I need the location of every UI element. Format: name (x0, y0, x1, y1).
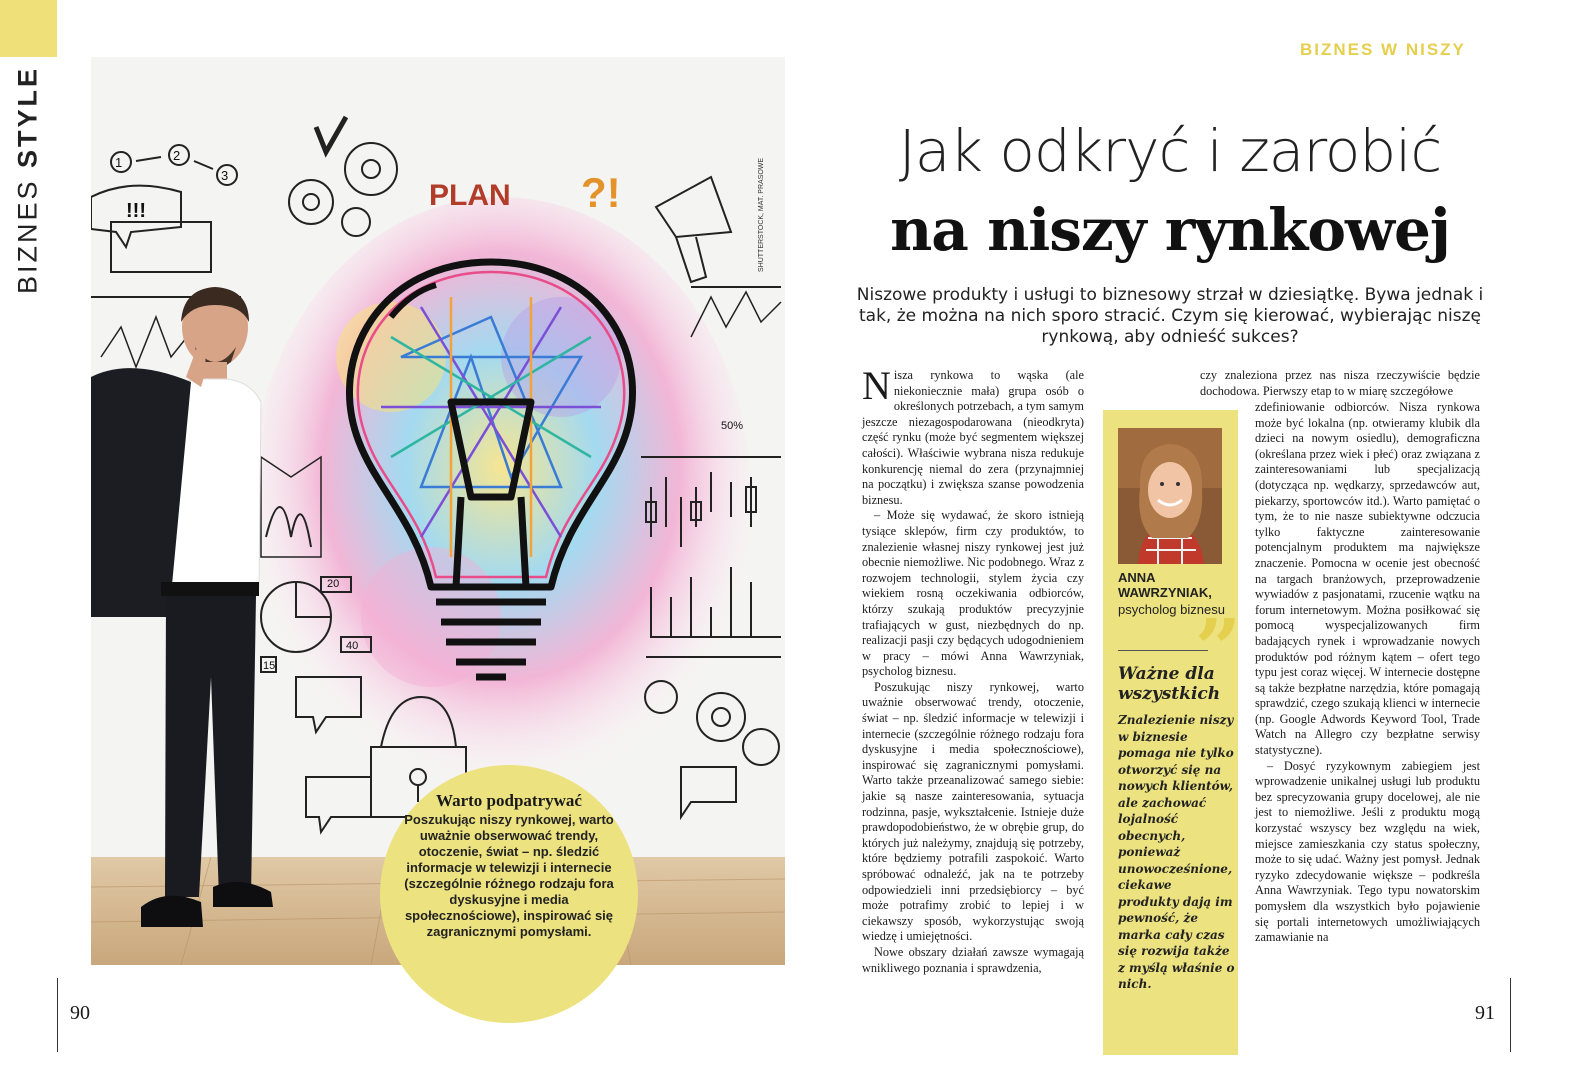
paragraph: Poszukując niszy rynkowej, warto uważnie obserwować trendy, otoczenie, świat – np. śledzić informacje w telewizji i internecie (szczególnie różnego rodzaju fora dyskusyjne i media społecznościowe), inspirować się zagranicznymi pomysłami. Warto także przeanalizować samego siebie: jakie są nasze zainteresowania, sytuacja rodzinna, pasje, wykształcenie. Istnieje duże prawdopodobieństwo, że w obrębie grup, do których już należymy, znajdują się potrzeby, które będziemy potrafili zaspokoić. Warto spróbować odnaleźć, jak na te potrzeby odpowiedzieli inni przedsiębiorcy – być może potrafimy zrobić to lepiej i w ciekawszy sposób, wykorzystując swoją wiedzę i umiejętności. (862, 679, 1084, 944)
quote-body: Znalezienie niszy w biznesie pomaga nie tylko otworzyć się na nowych klientów, ale zachować lojalność obecnych, ponieważ unowocześnione, ciekawe produkty dają im pewność, że marka cały czas się rozwija także z myślą właśnie o nich. (1118, 713, 1235, 991)
section-label: BIZNES W NISZY (1300, 40, 1466, 59)
svg-text:15: 15 (263, 660, 276, 672)
page-number-left: 90 (70, 1002, 90, 1024)
drop-cap: N (862, 363, 891, 408)
paragraph: Nowe obszary działań zawsze wymagają wnikliwego poznania i sprawdzenia, (862, 944, 1084, 975)
paragraph: – Dosyć ryzykownym zabiegiem jest wprowadzenie unikalnej usługi lub produktu bez sprecyzowania grupy docelowej, ale nie jest to niemożliwe. Jeśli z produktu mogą korzystać wszyscy bez względu na wiek, miejsce zamieszkania czy status społeczny, może to się udać. Ważny jest pomysł. Jednak ryzyko zdecydowanie większe – podkreśla Anna Wawrzyniak. Tego typu nowatorskim pomysłem dla wszystkich było pojawienie się portali internetowych umożliwiających zamawianie na (1255, 758, 1480, 945)
quote-title: Ważne dla wszystkich (1118, 664, 1221, 704)
svg-text:40: 40 (346, 640, 359, 652)
article-column-2 (1255, 400, 1480, 946)
svg-text:50%: 50% (721, 420, 744, 432)
paragraph: czy znaleziona przez nas nisza rzeczywiście będzie dochodowa. Pierwszy etap to w miarę szczegółowe (1200, 368, 1480, 398)
svg-text:3: 3 (221, 168, 229, 183)
expert-name: ANNA WAWRZYNIAK, (1118, 570, 1212, 600)
tip-circle-box (380, 765, 638, 1023)
tip-body: Poszukując niszy rynkowej, warto uważnie obserwować trendy, otoczenie, świat – np. śledzić informacje w telewizji i internecie (szczególnie różnego rodzaju fora dyskusyjne i media społecznościowe), inspirować się zagranicznymi pomysłami. (404, 812, 614, 939)
svg-text:!!!: !!! (126, 200, 146, 222)
page-rule-right (1510, 978, 1511, 1052)
svg-text:20: 20 (327, 578, 340, 590)
svg-text:PLAN: PLAN (429, 179, 511, 212)
magazine-title: BIZNES STYLE (12, 65, 43, 295)
paragraph: Nisza rynkowa to wąska (ale niekoniecznie mała) grupa osób o określonych potrzebach, a tym samym jeszcze niezagospodarowana (nieodkryta) część rynku (może być segmentem większej całości). Właściwie wybrana nisza redukuje konkurencję niemal do zera (przynajmniej na początku) i zwiększa szanse powodzenia biznesu. (862, 363, 1084, 507)
lede: Niszowe produkty i usługi to biznesowy strzał w dziesiątkę. Bywa jednak i tak, że można na nich sporo stracić. Czym się kierować, wybierając niszę rynkową, aby odnieść sukces? (856, 285, 1484, 347)
expert-portrait (1118, 428, 1222, 564)
expert-role: psycholog biznesu (1118, 602, 1225, 617)
corner-accent-block (0, 0, 57, 57)
svg-text:SHUTTERSTOCK, MAT. PRASOWE: SHUTTERSTOCK, MAT. PRASOWE (758, 157, 765, 272)
quote-mark-icon: ” (1195, 601, 1242, 695)
paragraph: – Może się wydawać, że skoro istnieją tysiące sklepów, firm czy produktów, to znalezienie własnej niszy rynkowej jest już obecnie niemożliwe. Nic podobnego. Wraz z rozwojem technologii, stylem życia czy wiekiem rosną oczekiwania odbiorców, którzy szukają produktów precyzyjnie trafiających w gust, niezbędnych do np. realizacji pasji czy będących udogodnieniem w pracy – mówi Anna Wawrzyniak, psycholog biznesu. (862, 508, 1084, 679)
article-column-1 (862, 363, 1084, 976)
headline-line-2: na niszy rynkowej (890, 196, 1450, 264)
tip-title: Warto podpatrywać (436, 791, 582, 810)
svg-text:?!: ?! (581, 169, 621, 216)
svg-text:1: 1 (115, 155, 123, 170)
article-column-2-top (1200, 368, 1480, 399)
page-number-right: 91 (1475, 1002, 1495, 1024)
page-rule-left (57, 978, 58, 1052)
svg-text:2: 2 (173, 148, 181, 163)
headline-line-1: Jak odkryć i zarobić (898, 117, 1442, 185)
paragraph: zdefiniowanie odbiorców. Nisza rynkowa może być lokalna (np. otwieramy klubik dla dzieci na nowym osiedlu), demograficzna (określana przez wiek i płeć) oraz związana z zainteresowaniami lub specjalizacją (dotycząca np. wędkarzy, sprzedawców aut, piekarzy, sportowców itd.). Warto pamiętać o tym, że to nie nasze subiektywne odczucia tylko faktyczne zainteresowanie potencjalnym produktem ma największe znaczenie. Pomocna w ocenie jest obecność na targach branżowych, przeprowadzenie wywiadów z pasjonatami, rzucenie wątku na forum internetowym. Można posiłkować się pomocą wyspecjalizowanych firm badających rynek i wprowadzanie nowych produktów pod różnym kątem – ofert tego typu jest coraz więcej. W internecie dostępne są także bezpłatne narzędzia, które pomagają sprawdzić, czego szukają klienci w internecie (np. Google Adwords Keyword Tool, Trade Watch na Allegro czy bezpłatne serwisy statystyczne). (1255, 400, 1480, 758)
